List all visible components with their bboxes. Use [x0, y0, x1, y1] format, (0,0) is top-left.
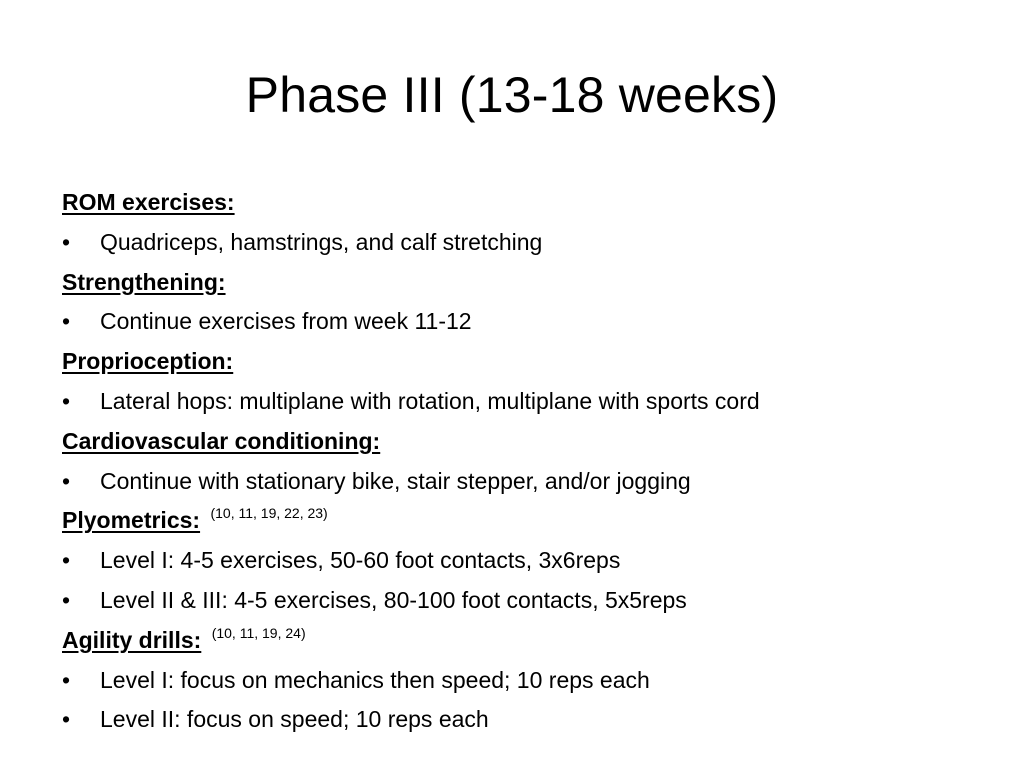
heading-label: ROM exercises:	[62, 189, 235, 215]
list-item-text: Level I: 4-5 exercises, 50-60 foot contacts, 3x6reps	[100, 547, 621, 574]
heading-label: Cardiovascular conditioning:	[62, 427, 381, 454]
bullet-icon: •	[62, 547, 71, 574]
list-item	[62, 700, 962, 740]
bullet-icon: •	[62, 387, 71, 414]
list-item	[62, 541, 962, 581]
list-item-text: Level II: focus on speed; 10 reps each	[100, 706, 489, 733]
section-heading-strengthening	[62, 263, 962, 303]
section-heading-rom-exercises	[62, 183, 962, 223]
slide-content	[62, 183, 962, 740]
reference-citation: (10, 11, 19, 22, 23)	[210, 505, 328, 522]
bullet-icon: •	[62, 228, 71, 255]
bullet-icon: •	[62, 666, 71, 693]
list-item	[62, 581, 962, 621]
section-heading-cardiovascular-conditioning	[62, 422, 962, 462]
heading-label: Strengthening:	[62, 268, 226, 295]
heading-label: Proprioception:	[62, 348, 234, 375]
list-item-text: Continue exercises from week 11-12	[100, 308, 472, 335]
list-item	[62, 382, 962, 422]
bullet-icon: •	[62, 586, 71, 613]
list-item	[62, 661, 962, 701]
list-item	[62, 223, 962, 263]
list-item-text: Quadriceps, hamstrings, and calf stretching	[100, 228, 543, 255]
reference-citation: (10, 11, 19, 24)	[211, 624, 306, 641]
bullet-icon: •	[62, 467, 71, 494]
list-item-text: Lateral hops: multiplane with rotation, multiplane with sports cord	[100, 387, 760, 414]
list-item-text: Level II & III: 4-5 exercises, 80-100 foot contacts, 5x5reps	[100, 586, 687, 613]
bullet-icon: •	[62, 308, 71, 335]
heading-label: Plyometrics:	[62, 507, 201, 534]
section-heading-proprioception	[62, 342, 962, 382]
heading-label: Agility drills:	[62, 626, 202, 653]
list-item-text: Continue with stationary bike, stair stepper, and/or jogging	[100, 467, 691, 494]
list-item-text: Level I: focus on mechanics then speed; 10 reps each	[100, 666, 650, 693]
section-heading-agility-drills	[62, 621, 962, 661]
list-item	[62, 302, 962, 342]
list-item	[62, 462, 962, 502]
slide-title: Phase III (13-18 weeks)	[245, 67, 779, 123]
bullet-icon: •	[62, 706, 71, 733]
section-heading-plyometrics	[62, 501, 962, 541]
